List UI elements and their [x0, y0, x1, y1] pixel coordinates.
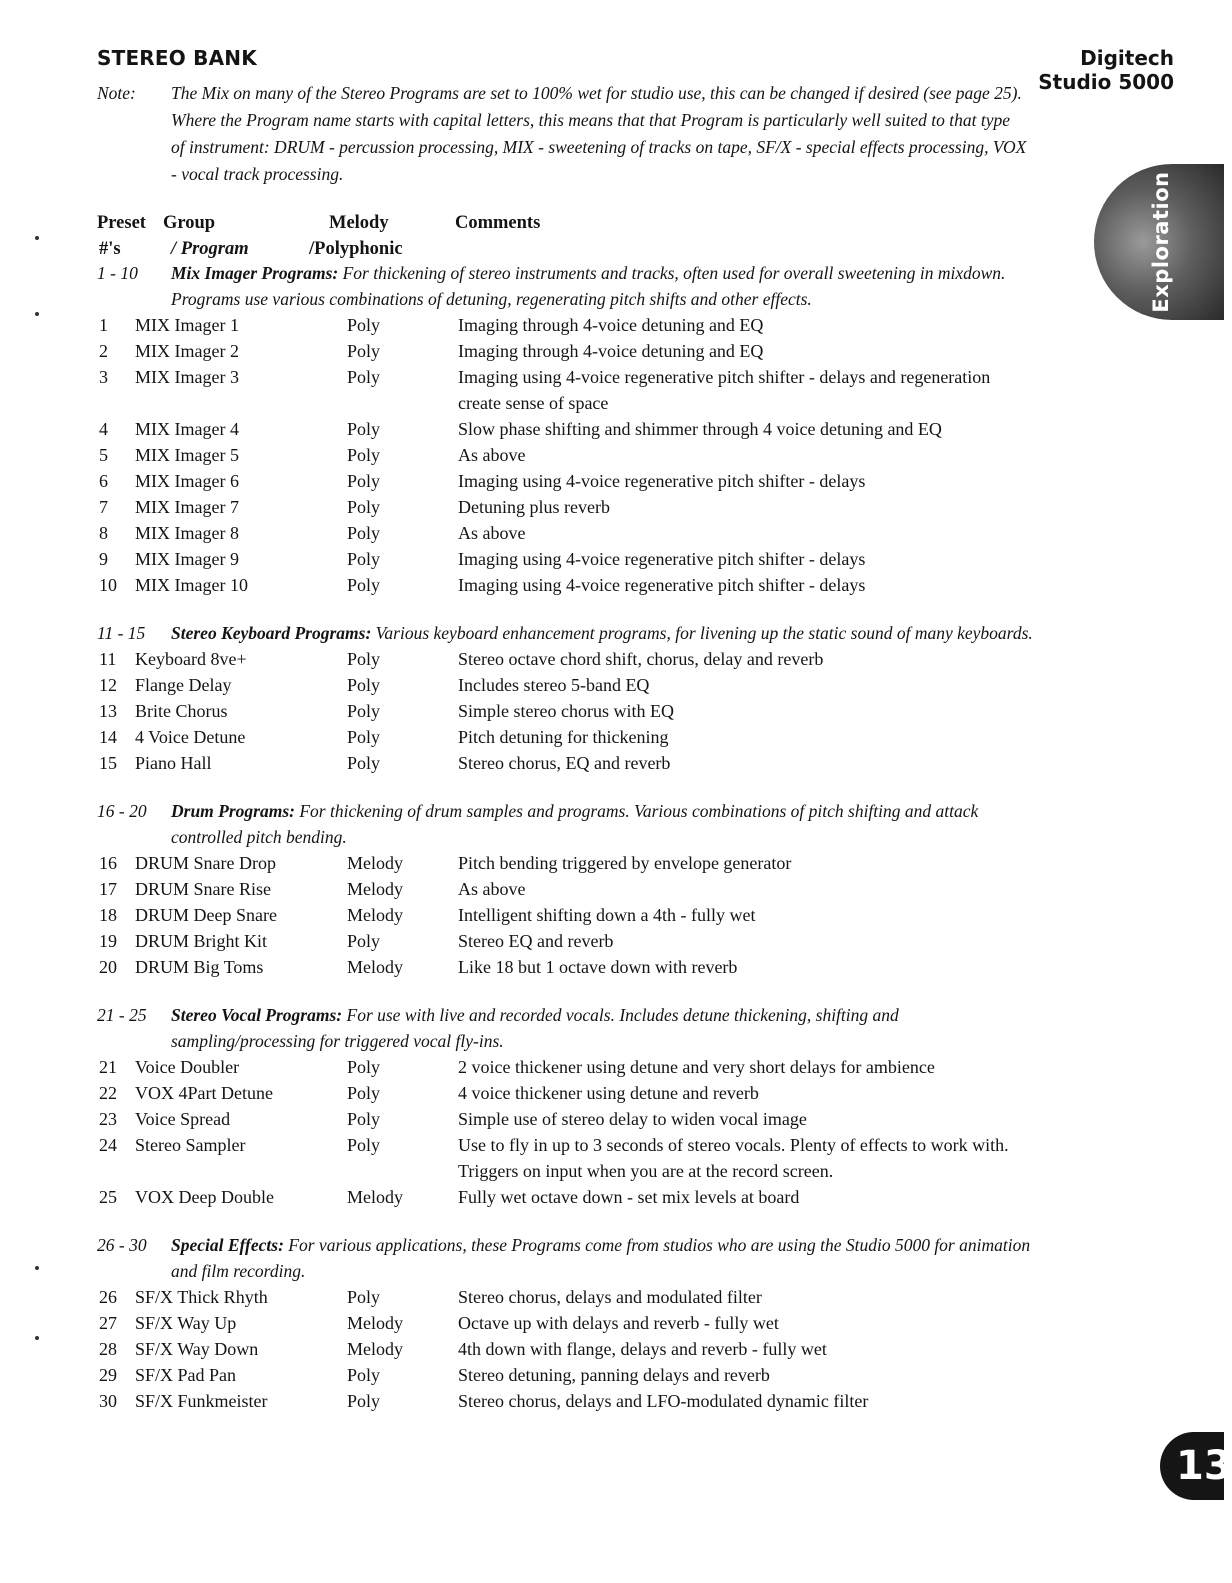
program-mode: Melody — [347, 853, 403, 873]
program-row — [97, 724, 1037, 750]
program-comment: Includes stereo 5-band EQ — [458, 675, 650, 695]
program-comment: Imaging using 4-voice regenerative pitch shifter - delays and regeneration create sense of space — [458, 367, 991, 413]
program-comment: Simple use of stereo delay to widen vocal image — [458, 1109, 807, 1129]
program-row — [97, 876, 1037, 902]
program-row — [97, 1284, 1037, 1310]
program-comment: As above — [458, 523, 526, 543]
program-name: MIX Imager 5 — [135, 445, 239, 465]
program-mode: Poly — [347, 675, 381, 695]
program-name: DRUM Big Toms — [135, 957, 264, 977]
program-mode: Poly — [347, 727, 381, 747]
program-comment: Octave up with delays and reverb - fully wet — [458, 1313, 779, 1333]
program-name: DRUM Snare Drop — [135, 853, 276, 873]
program-number: 26 — [99, 1287, 117, 1307]
program-row — [97, 1184, 1037, 1210]
header-preset: Preset — [97, 213, 146, 233]
program-number: 21 — [99, 1057, 117, 1077]
program-name: MIX Imager 8 — [135, 523, 239, 543]
program-mode: Poly — [347, 471, 381, 491]
program-row — [97, 928, 1037, 954]
program-row — [97, 442, 1037, 468]
program-comment: 2 voice thickener using detune and very short delays for ambience — [458, 1057, 935, 1077]
margin-mark — [35, 312, 39, 316]
header-polyphonic: /Polyphonic — [309, 239, 403, 259]
program-list — [97, 260, 1037, 1414]
program-row — [97, 572, 1037, 598]
program-row — [97, 1132, 1037, 1184]
program-row — [97, 1080, 1037, 1106]
section-name: Mix Imager Programs: — [171, 263, 339, 283]
program-name: 4 Voice Detune — [135, 727, 246, 747]
program-row — [97, 364, 1037, 416]
program-name: MIX Imager 3 — [135, 367, 239, 387]
program-row — [97, 1106, 1037, 1132]
program-section — [97, 1232, 1037, 1414]
section-description — [97, 260, 1037, 312]
program-number: 1 — [99, 315, 108, 335]
program-section — [97, 798, 1037, 980]
program-name: Keyboard 8ve+ — [135, 649, 247, 669]
program-mode: Poly — [347, 753, 381, 773]
program-name: MIX Imager 6 — [135, 471, 239, 491]
section-name: Drum Programs: — [171, 801, 295, 821]
section-name: Special Effects: — [171, 1235, 284, 1255]
program-comment: Stereo detuning, panning delays and reverb — [458, 1365, 770, 1385]
program-number: 8 — [99, 523, 108, 543]
program-comment: Fully wet octave down - set mix levels at board — [458, 1187, 800, 1207]
header-melody: Melody — [329, 213, 389, 233]
program-name: MIX Imager 7 — [135, 497, 239, 517]
program-number: 12 — [99, 675, 117, 695]
program-mode: Poly — [347, 497, 381, 517]
program-comment: Imaging using 4-voice regenerative pitch shifter - delays — [458, 575, 866, 595]
program-name: SF/X Thick Rhyth — [135, 1287, 268, 1307]
section-description-text: For various applications, these Programs come from studios who are using the Studio 5000 for animation and film recording. — [171, 1235, 1031, 1281]
program-mode: Poly — [347, 1391, 381, 1411]
program-mode: Poly — [347, 701, 381, 721]
program-row — [97, 954, 1037, 980]
program-mode: Poly — [347, 445, 381, 465]
program-number: 30 — [99, 1391, 117, 1411]
program-name: MIX Imager 9 — [135, 549, 239, 569]
program-mode: Poly — [347, 575, 381, 595]
program-name: MIX Imager 2 — [135, 341, 239, 361]
program-name: SF/X Way Down — [135, 1339, 259, 1359]
program-row — [97, 646, 1037, 672]
program-name: Brite Chorus — [135, 701, 228, 721]
program-row — [97, 1054, 1037, 1080]
program-number: 15 — [99, 753, 117, 773]
program-name: DRUM Bright Kit — [135, 931, 268, 951]
exploration-tab-label: Exploration — [1149, 171, 1173, 313]
program-comment: Stereo chorus, delays and LFO-modulated dynamic filter — [458, 1391, 869, 1411]
section-description — [97, 798, 1037, 850]
program-row — [97, 1388, 1037, 1414]
program-row — [97, 468, 1037, 494]
section-range: 1 - 10 — [97, 263, 138, 283]
program-mode: Poly — [347, 649, 381, 669]
program-comment: Imaging through 4-voice detuning and EQ — [458, 315, 764, 335]
note-block — [97, 80, 1027, 188]
program-mode: Poly — [347, 1287, 381, 1307]
header-group: Group — [163, 213, 216, 233]
program-number: 17 — [99, 879, 117, 899]
program-mode: Melody — [347, 1313, 403, 1333]
program-mode: Melody — [347, 1187, 403, 1207]
header-program: / Program — [171, 239, 249, 259]
program-name: MIX Imager 1 — [135, 315, 239, 335]
note-text: The Mix on many of the Stereo Programs are set to 100% wet for studio use, this can be changed if desired (see page 25). Where the Program name starts with capital letters, this means that that Program is particularly well suited to that type of instrument: DRUM - percussion processing, MIX - sweetening of tracks on tape, SF/X - special effects processing, VOX - vocal track processing. — [171, 83, 1027, 184]
program-name: MIX Imager 4 — [135, 419, 239, 439]
program-row — [97, 338, 1037, 364]
program-comment: Imaging using 4-voice regenerative pitch shifter - delays — [458, 471, 866, 491]
program-number: 24 — [99, 1135, 117, 1155]
program-mode: Poly — [347, 419, 381, 439]
program-name: Piano Hall — [135, 753, 212, 773]
program-mode: Poly — [347, 523, 381, 543]
brand-label — [1038, 46, 1174, 94]
program-comment: As above — [458, 879, 526, 899]
program-comment: Pitch bending triggered by envelope generator — [458, 853, 792, 873]
program-comment: Slow phase shifting and shimmer through 4 voice detuning and EQ — [458, 419, 942, 439]
section-name: Stereo Vocal Programs: — [171, 1005, 343, 1025]
program-name: VOX Deep Double — [135, 1187, 274, 1207]
program-name: VOX 4Part Detune — [135, 1083, 273, 1103]
program-mode: Melody — [347, 905, 403, 925]
program-mode: Melody — [347, 879, 403, 899]
margin-mark — [35, 1266, 39, 1270]
program-comment: Stereo EQ and reverb — [458, 931, 614, 951]
column-headers — [97, 210, 1027, 262]
section-range: 26 - 30 — [97, 1235, 147, 1255]
program-number: 25 — [99, 1187, 117, 1207]
program-mode: Poly — [347, 1365, 381, 1385]
section-description — [97, 1002, 1037, 1054]
program-row — [97, 494, 1037, 520]
program-mode: Poly — [347, 1109, 381, 1129]
brand-line-1: Digitech — [1080, 46, 1174, 70]
section-description-text: Various keyboard enhancement programs, for livening up the static sound of many keyboards. — [375, 623, 1033, 643]
program-number: 27 — [99, 1313, 117, 1333]
program-number: 2 — [99, 341, 108, 361]
program-row — [97, 850, 1037, 876]
section-range: 16 - 20 — [97, 801, 147, 821]
program-number: 22 — [99, 1083, 117, 1103]
program-comment: Imaging using 4-voice regenerative pitch shifter - delays — [458, 549, 866, 569]
page-number-tab — [1160, 1432, 1232, 1500]
program-mode: Poly — [347, 931, 381, 951]
margin-mark — [35, 1336, 39, 1340]
program-number: 7 — [99, 497, 108, 517]
program-number: 28 — [99, 1339, 117, 1359]
program-name: Voice Spread — [135, 1109, 231, 1129]
section-description-text: For thickening of drum samples and programs. Various combinations of pitch shifting and attack controlled pitch bending. — [171, 801, 979, 847]
program-comment: 4 voice thickener using detune and reverb — [458, 1083, 759, 1103]
program-number: 3 — [99, 367, 108, 387]
program-row — [97, 1310, 1037, 1336]
section-description-text: For use with live and recorded vocals. Includes detune thickening, shifting and sampling/processing for triggered vocal fly-ins. — [171, 1005, 899, 1051]
margin-mark — [35, 236, 39, 240]
program-name: DRUM Deep Snare — [135, 905, 277, 925]
program-number: 4 — [99, 419, 108, 439]
program-name: Voice Doubler — [135, 1057, 240, 1077]
program-comment: As above — [458, 445, 526, 465]
header-comments: Comments — [455, 213, 541, 233]
program-section — [97, 620, 1037, 776]
program-name: SF/X Pad Pan — [135, 1365, 237, 1385]
program-comment: Simple stereo chorus with EQ — [458, 701, 674, 721]
program-comment: Stereo chorus, delays and modulated filter — [458, 1287, 762, 1307]
program-mode: Poly — [347, 549, 381, 569]
program-name: Stereo Sampler — [135, 1135, 246, 1155]
program-row — [97, 1362, 1037, 1388]
program-mode: Poly — [347, 1135, 381, 1155]
program-number: 14 — [99, 727, 117, 747]
program-name: SF/X Funkmeister — [135, 1391, 268, 1411]
program-mode: Poly — [347, 341, 381, 361]
program-row — [97, 312, 1037, 338]
program-name: DRUM Snare Rise — [135, 879, 271, 899]
section-description — [97, 1232, 1037, 1284]
program-comment: Stereo chorus, EQ and reverb — [458, 753, 671, 773]
program-number: 13 — [99, 701, 117, 721]
section-name: Stereo Keyboard Programs: — [171, 623, 372, 643]
brand-line-2: Studio 5000 — [1038, 70, 1174, 94]
program-row — [97, 1336, 1037, 1362]
header-preset-sub: #'s — [99, 239, 121, 259]
note-label: Note: — [97, 83, 136, 103]
program-row — [97, 672, 1037, 698]
exploration-section-tab — [1094, 164, 1224, 320]
program-number: 9 — [99, 549, 108, 569]
program-row — [97, 902, 1037, 928]
program-number: 29 — [99, 1365, 117, 1385]
program-comment: Detuning plus reverb — [458, 497, 610, 517]
program-mode: Poly — [347, 367, 381, 387]
program-number: 11 — [99, 649, 117, 669]
program-row — [97, 750, 1037, 776]
program-number: 16 — [99, 853, 117, 873]
program-row — [97, 520, 1037, 546]
program-row — [97, 698, 1037, 724]
program-mode: Poly — [347, 1057, 381, 1077]
program-comment: Pitch detuning for thickening — [458, 727, 669, 747]
program-name: Flange Delay — [135, 675, 232, 695]
program-comment: Like 18 but 1 octave down with reverb — [458, 957, 738, 977]
program-name: MIX Imager 10 — [135, 575, 248, 595]
program-number: 23 — [99, 1109, 117, 1129]
program-mode: Poly — [347, 1083, 381, 1103]
program-comment: 4th down with flange, delays and reverb - fully wet — [458, 1339, 827, 1359]
program-number: 19 — [99, 931, 117, 951]
program-comment: Imaging through 4-voice detuning and EQ — [458, 341, 764, 361]
program-number: 6 — [99, 471, 108, 491]
program-section — [97, 1002, 1037, 1210]
section-range: 11 - 15 — [97, 623, 146, 643]
program-number: 10 — [99, 575, 117, 595]
program-name: SF/X Way Up — [135, 1313, 237, 1333]
program-mode: Poly — [347, 315, 381, 335]
program-section — [97, 260, 1037, 598]
page-number: 13 — [1176, 1443, 1232, 1489]
program-comment: Use to fly in up to 3 seconds of stereo vocals. Plenty of effects to work with. Triggers on input when you are at the record screen. — [458, 1135, 1009, 1181]
program-number: 18 — [99, 905, 117, 925]
section-range: 21 - 25 — [97, 1005, 147, 1025]
program-comment: Stereo octave chord shift, chorus, delay and reverb — [458, 649, 824, 669]
section-description — [97, 620, 1037, 646]
page-title: STEREO BANK — [97, 46, 257, 70]
program-mode: Melody — [347, 957, 403, 977]
program-row — [97, 546, 1037, 572]
program-number: 20 — [99, 957, 117, 977]
section-description-text: For thickening of stereo instruments and tracks, often used for overall sweetening in mixdown. Programs use various combinations of detuning, regenerating pitch shifts and other effects. — [171, 263, 1006, 309]
program-comment: Intelligent shifting down a 4th - fully wet — [458, 905, 756, 925]
program-mode: Melody — [347, 1339, 403, 1359]
program-number: 5 — [99, 445, 108, 465]
program-row — [97, 416, 1037, 442]
